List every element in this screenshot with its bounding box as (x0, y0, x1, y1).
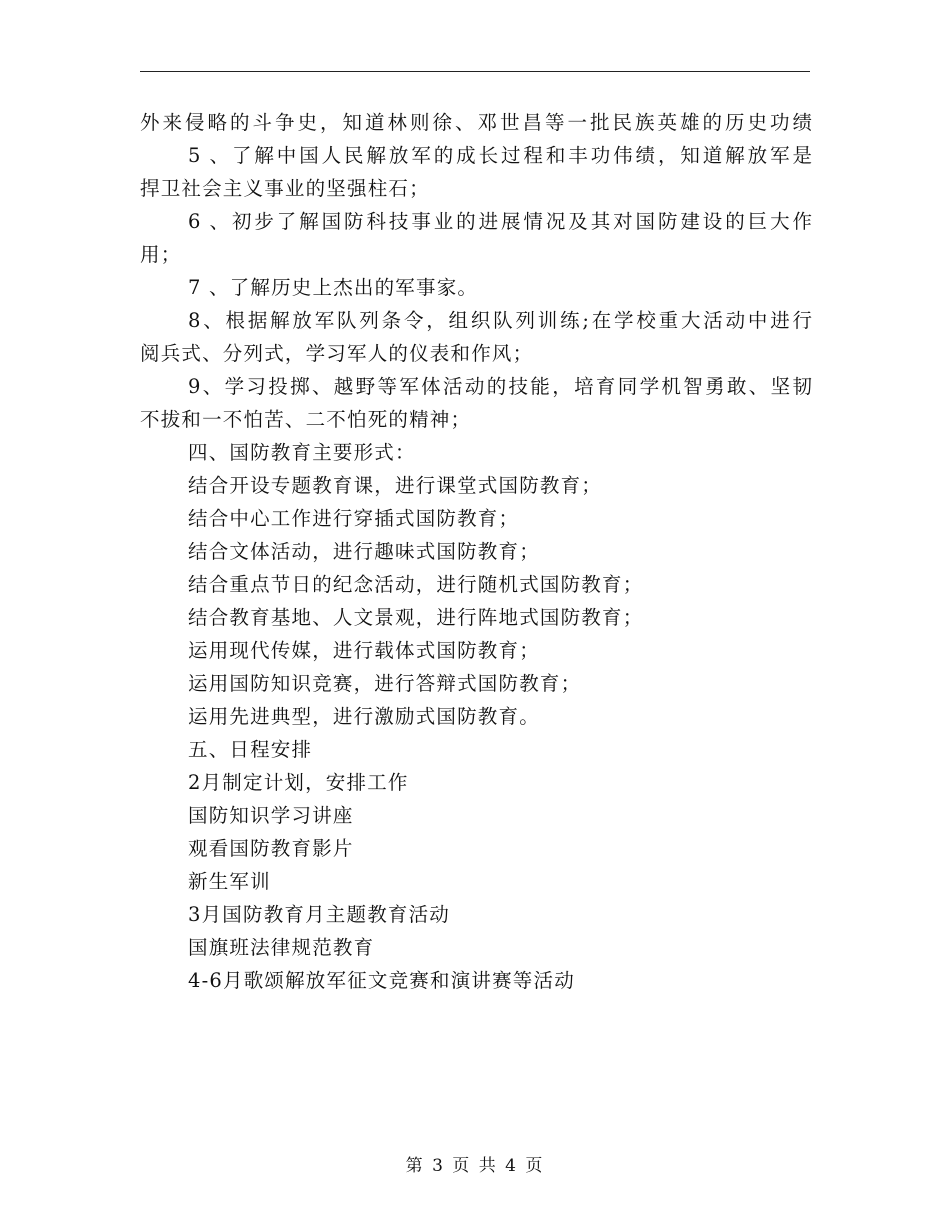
schedule-item: 国防知识学习讲座 (188, 804, 354, 827)
schedule-item: 2月制定计划，安排工作 (188, 771, 409, 794)
text-line: 8、根据解放军队列条令，组织队列训练;在学校重大活动中进行 (188, 309, 812, 332)
header-rule (140, 71, 810, 72)
document-body (140, 106, 812, 997)
text-line: 5 、了解中国人民解放军的成长过程和丰功伟绩，知道解放军是 (188, 144, 812, 167)
list-item: 结合重点节日的纪念活动，进行随机式国防教育； (188, 573, 644, 596)
list-item: 运用先进典型，进行激励式国防教育。 (188, 705, 540, 728)
list-item: 结合中心工作进行穿插式国防教育； (188, 507, 520, 530)
text-line: 外来侵略的斗争史，知道林则徐、邓世昌等一批民族英雄的历史功绩 (140, 111, 812, 134)
list-item: 结合文体活动，进行趣味式国防教育； (188, 540, 540, 563)
text-line: 7 、了解历史上杰出的军事家。 (188, 276, 479, 299)
list-item: 运用现代传媒，进行载体式国防教育； (188, 639, 540, 662)
schedule-item: 国旗班法律规范教育 (188, 936, 375, 959)
schedule-item: 4-6月歌颂解放军征文竞赛和演讲赛等活动 (188, 969, 575, 992)
text-line: 不拔和一不怕苦、二不怕死的精神； (140, 408, 472, 431)
list-item: 结合开设专题教育课，进行课堂式国防教育； (188, 474, 603, 497)
text-line: 阅兵式、分列式，学习军人的仪表和作风； (140, 342, 534, 365)
text-line: 9、学习投掷、越野等军体活动的技能，培育同学机智勇敢、坚韧 (188, 375, 812, 398)
text-line: 捍卫社会主义事业的坚强柱石； (140, 177, 430, 200)
section-heading: 五、日程安排 (188, 738, 313, 761)
text-line: 6 、初步了解国防科技事业的进展情况及其对国防建设的巨大作 (188, 210, 812, 233)
list-item: 运用国防知识竞赛，进行答辩式国防教育； (188, 672, 582, 695)
section-heading: 四、国防教育主要形式： (188, 441, 416, 464)
list-item: 结合教育基地、人文景观，进行阵地式国防教育； (188, 606, 644, 629)
schedule-item: 3月国防教育月主题教育活动 (188, 903, 451, 926)
text-line: 用； (140, 243, 182, 266)
schedule-item: 新生军训 (188, 870, 271, 893)
page-number-footer: 第 3 页 共 4 页 (405, 1156, 545, 1176)
schedule-item: 观看国防教育影片 (188, 837, 354, 860)
